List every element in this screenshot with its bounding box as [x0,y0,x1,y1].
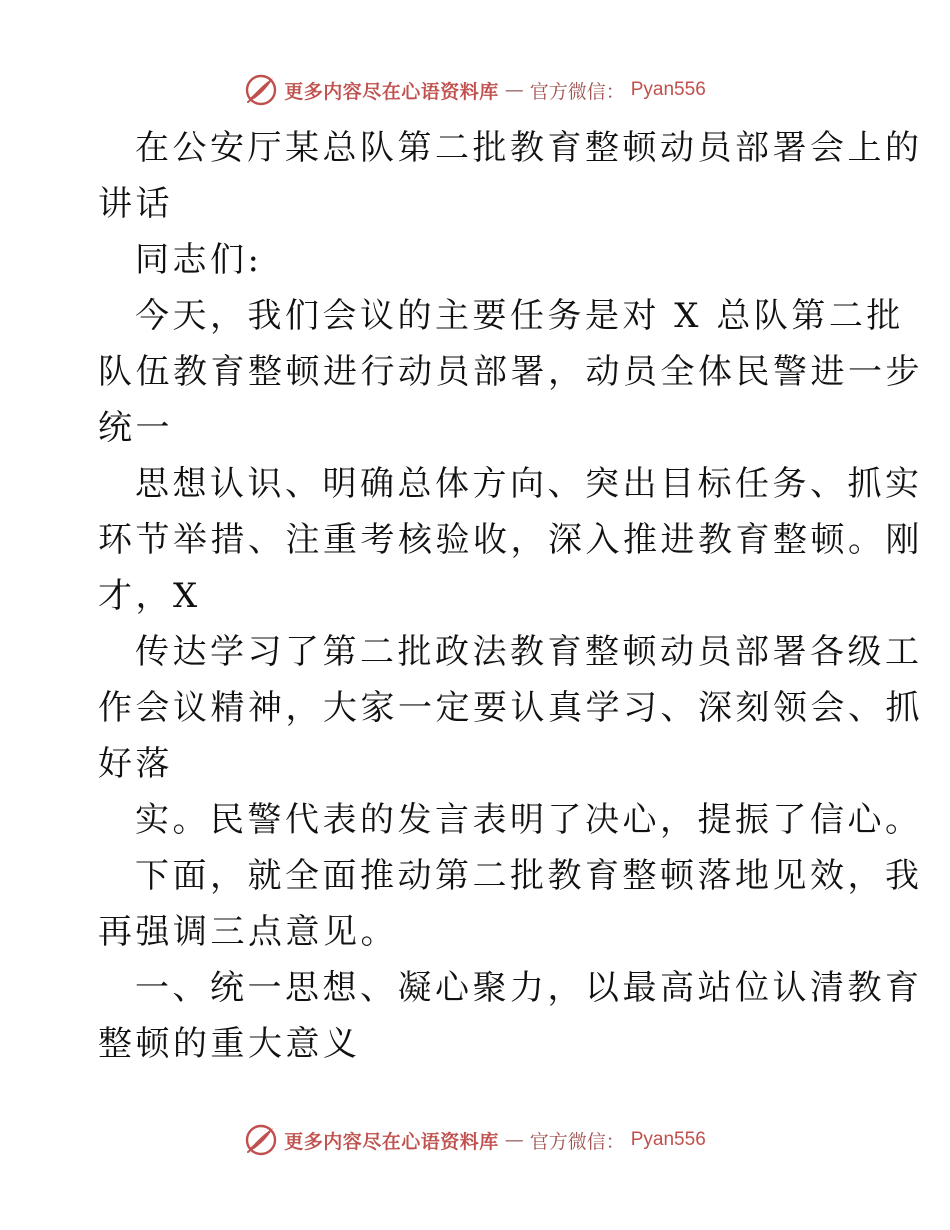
banner-wechat-id: Pyan556 [630,79,706,100]
text-line: 讲话 [98,184,173,224]
banner-wechat-label: 官方微信： [529,1130,625,1153]
text-line: 队伍教育整顿进行动员部署，动员全体民警进一步 [98,352,923,392]
text-line: 作会议精神，大家一定要认真学习、深刻领会、抓 [98,688,923,728]
body-text [98,120,923,1072]
text-line: 同志们: [135,240,263,280]
text-line: 才，X [98,576,201,616]
text-line: 统一 [98,408,173,448]
banner-dash: — [504,79,524,101]
text-line: 环节举措、注重考核验收，深入推进教育整顿。刚 [98,520,923,560]
text-line: 一、统一思想、凝心聚力，以最高站位认清教育 [135,968,923,1008]
quill-pen-circle-icon [244,73,278,107]
text-line: 思想认识、明确总体方向、突出目标任务、抓实 [135,464,923,504]
banner-main-text: 更多内容尽在心语资料库 [284,1130,499,1153]
quill-pen-circle-icon [244,1123,278,1157]
text-line: 再强调三点意见。 [98,912,398,952]
banner-dash: — [504,1129,524,1151]
text-line: 实。民警代表的发言表明了决心，提振了信心。 [135,800,923,840]
text-line: 在公安厅某总队第二批教育整顿动员部署会上的 [135,128,923,168]
text-line: 今天，我们会议的主要任务是对 X 总队第二批 [135,296,904,336]
header-banner [0,70,950,110]
banner-main-text: 更多内容尽在心语资料库 [284,80,499,103]
text-line: 下面，就全面推动第二批教育整顿落地见效，我 [135,856,923,896]
banner-wechat-id: Pyan556 [630,1129,706,1150]
banner-wechat-label: 官方微信： [529,80,625,103]
text-line: 传达学习了第二批政法教育整顿动员部署各级工 [135,632,923,672]
text-line: 好落 [98,744,173,784]
text-line: 整顿的重大意义 [98,1024,361,1064]
footer-banner [0,1120,950,1160]
